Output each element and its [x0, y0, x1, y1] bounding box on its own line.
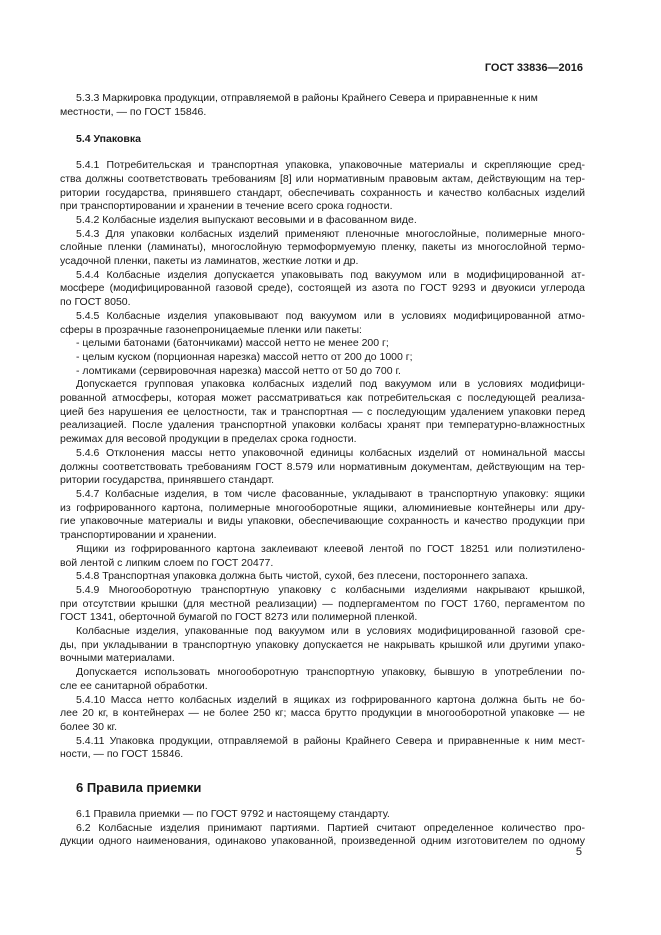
clause-5-4-4: [60, 269, 585, 310]
text-line: 5.4.6 Отклонения массы нетто упаковочной единицы колбасных изделий от номинальной массы: [76, 446, 585, 459]
clause-5-4-9: [60, 584, 585, 694]
text-line: транспортировании и хранении.: [60, 529, 217, 542]
clause-5-3-3: [60, 92, 585, 119]
text-line: 5.3.3 Маркировка продукции, отправляемой в районы Крайнего Севера и приравненные к ним: [76, 92, 538, 104]
text-line: вочными материалами.: [60, 652, 175, 665]
list-item: - целыми батонами (батончиками) массой нетто не менее 200 г;: [76, 337, 389, 350]
clause-5-4-5: [60, 310, 585, 447]
clause-6-1: 6.1 Правила приемки — по ГОСТ 9792 и настоящему стандарту.: [76, 808, 390, 821]
text-line: ности, — по ГОСТ 15846.: [60, 748, 184, 761]
page-content: [60, 92, 585, 849]
text-line: 5.4.4 Колбасные изделия допускается упаковывать под вакуумом или в модифицированной ат-: [76, 268, 585, 281]
text-line: ства должны соответствовать требованиям [8] или нормативным правовым актам, действующим на тер-: [60, 172, 585, 185]
clause-5-4-3: [60, 228, 585, 269]
text-line: 5.4.9 Многооборотную транспортную упаковку с колбасными изделиями накрывают крышкой,: [76, 583, 585, 596]
clause-5-4-6: [60, 447, 585, 488]
text-line: Допускается групповая упаковка колбасных изделий под вакуумом или в условиях модифици-: [76, 378, 585, 391]
text-line: местности, — по ГОСТ 15846.: [60, 105, 207, 118]
text-line: мосфере (модифицированной газовой среде), состоящей из азота по ГОСТ 9293 и двуокиси углерода: [60, 282, 585, 295]
text-line: 5.4.7 Колбасные изделия, в том числе фасованные, укладывают в транспортную упаковку: ящики: [76, 487, 585, 500]
text-line: 5.4.11 Упаковка продукции, отправляемой в районы Крайнего Севера и приравненные к ним мест-: [76, 734, 585, 747]
list-item: - ломтиками (сервировочная нарезка) массой нетто от 50 до 700 г.: [76, 364, 401, 377]
clause-6-2: [60, 822, 585, 849]
text-line: ритории государства, принявшего стандарт, обеспечивать сохранность и качество колбасных изделий: [60, 186, 585, 199]
clause-5-4-10: [60, 694, 585, 735]
text-line: усадочной пленки, пакеты из ламинатов, жесткие лотки и др.: [60, 255, 359, 268]
text-line: режимах для весовой продукции в пределах срока годности.: [60, 433, 357, 446]
text-line: ГОСТ 1341, оберточной бумагой по ГОСТ 8273 или полимерной пленкой.: [60, 611, 418, 624]
text-line: 5.4.1 Потребительская и транспортная упаковка, упаковочные материалы и скрепляющие сред-: [76, 159, 585, 172]
text-line: Ящики из гофрированного картона заклеивают клеевой лентой по ГОСТ 18251 или полиэтилено-: [76, 542, 585, 555]
text-line: по ГОСТ 8050.: [60, 296, 131, 309]
text-line: дукции одного наименования, одинаково упакованной, произведенной одним изготовителем по одному: [60, 835, 585, 848]
text-line: Колбасные изделия, упакованные под вакуумом или в условиях модифицированной газовой сре-: [76, 625, 585, 638]
text-line: цией без нарушения ее целостности, так и транспортная — с последующим удалением упаковки перед: [60, 405, 585, 418]
text-line: сле ее санитарной обработки.: [60, 679, 208, 692]
text-line: 5.4.3 Для упаковки колбасных изделий применяют пленочные многослойные, полимерные много-: [76, 227, 585, 240]
text-line: 6.2 Колбасные изделия принимают партиями. Партией считают определенное количество про-: [76, 821, 585, 834]
text-line: лее 20 кг, в контейнерах — не более 250 кг; масса брутто продукции в многооборотной упаковке — не: [60, 707, 585, 720]
clause-5-4-1: [60, 159, 585, 214]
text-line: из гофрированного картона, полимерные многооборотные ящики, алюминиевые контейнеры или дру-: [60, 501, 585, 514]
clause-5-4-7: [60, 488, 585, 570]
text-line: ритории государства, принявшего стандарт.: [60, 474, 275, 487]
page-number: 5: [575, 846, 582, 858]
text-line: Допускается использовать многооборотную транспортную упаковку, бывшую в употреблении по-: [76, 666, 585, 679]
text-line: сферы в прозрачные газонепроницаемые пленки или пакеты:: [60, 323, 362, 336]
text-line: рованной атмосферы, которая может рассматриваться как потребительская с последующей реализа-: [60, 392, 585, 405]
list-item: - целым куском (порционная нарезка) массой нетто от 200 до 1000 г;: [76, 350, 413, 363]
text-line: должны соответствовать требованиям ГОСТ 8.579 или нормативным документам, действующим на тер-: [60, 460, 585, 473]
text-line: 5.4.5 Колбасные изделия упаковывают под вакуумом или в условиях модифицированной атмо-: [76, 309, 585, 322]
text-line: 5.4.10 Масса нетто колбасных изделий в ящиках из гофрированного картона должна быть не бо-: [76, 693, 585, 706]
clause-5-4-8: 5.4.8 Транспортная упаковка должна быть чистой, сухой, без плесени, постороннего запаха.: [76, 570, 529, 583]
clause-5-4-2: 5.4.2 Колбасные изделия выпускают весовыми и в фасованном виде.: [76, 213, 417, 226]
text-line: ды, при укладывании в транспортную упаковку допускается не накрывать крышкой или другими упако-: [60, 638, 585, 651]
clause-5-4-11: [60, 735, 585, 762]
section-title-6: 6 Правила приемки: [76, 780, 202, 796]
text-line: вой лентой с липким слоем по ГОСТ 20477.: [60, 556, 274, 569]
document-code: ГОСТ 33836—2016: [484, 62, 583, 74]
section-title-5-4: 5.4 Упаковка: [76, 133, 141, 146]
text-line: слойные пленки (ламинаты), многослойную термоформуемую пленку, пакеты из многослойной термо-: [60, 241, 585, 254]
text-line: при отсутствии крышки (для местной реализации) — подпергаментом по ГОСТ 1760, пергаментом по: [60, 597, 585, 610]
text-line: более 30 кг.: [60, 720, 118, 733]
text-line: гие упаковочные материалы и виды упаковки, обеспечивающие сохранность и качество продукции при: [60, 515, 585, 528]
text-line: при транспортировании и хранении в течение всего срока годности.: [60, 200, 393, 213]
text-line: реализацией. После удаления транспортной упаковки колбасы хранят при температурно-влажностных: [60, 419, 585, 432]
